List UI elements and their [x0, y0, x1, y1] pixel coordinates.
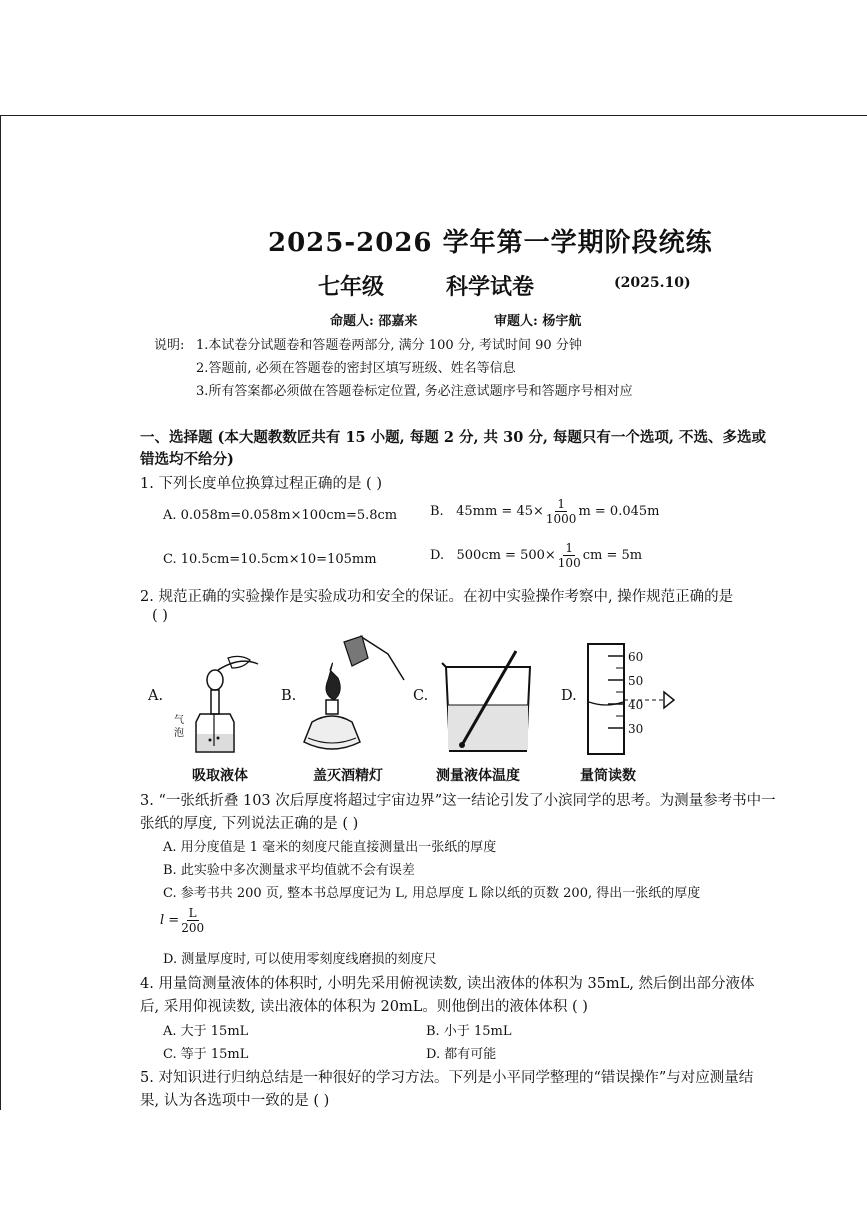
cylinder-tick-40: 40 — [628, 698, 644, 712]
author-line: 命题人: 邵嘉来 — [330, 314, 418, 329]
cylinder-tick-30: 30 — [628, 722, 644, 736]
fraction: $\frac{1}{100}$ — [557, 541, 581, 570]
q3-formula: l = $\frac{L}{200}$ — [160, 906, 205, 935]
q3-option-c: C. 参考书共 200 页, 整本书总厚度记为 L, 用总厚度 L 除以纸的页数 200, 得出一张纸的厚度 — [163, 886, 701, 901]
q2-stem: 2. 规范正确的实验操作是实验成功和安全的保证。在初中实验操作考察中, 操作规范正确的是 — [140, 589, 734, 605]
fraction: $\frac{1}{1000}$ — [545, 497, 577, 526]
q4-option-a: A. 大于 15mL — [163, 1024, 249, 1039]
beaker-thermometer-illustration — [438, 645, 538, 755]
subject-label: 科学试卷 — [446, 274, 535, 300]
caption-b: 盖灭酒精灯 — [313, 768, 383, 784]
note-item-3: 3.所有答案都必须做在答题卷标定位置, 务必注意试题序号和答题序号相对应 — [196, 384, 633, 399]
dropper-illustration — [170, 650, 262, 758]
q2-label-d: D. — [561, 688, 577, 704]
reviewer-line: 审题人: 杨宇航 — [494, 314, 582, 329]
q2-label-b: B. — [281, 688, 297, 704]
q4-option-b: B. 小于 15mL — [426, 1024, 512, 1039]
q1-option-b: B. 45mm = 45× $\frac{1}{1000}$ m = 0.045m — [430, 497, 660, 526]
cylinder-tick-60: 60 — [628, 650, 644, 664]
exam-title: 2025-2026 学年第一学期阶段统练 — [268, 228, 713, 258]
q3-option-a: A. 用分度值是 1 毫米的刻度尺能直接测量出一张纸的厚度 — [163, 840, 497, 855]
q3-option-d: D. 测量厚度时, 可以使用零刻度线磨损的刻度尺 — [163, 952, 437, 967]
note-item-1: 1.本试卷分试题卷和答题卷两部分, 满分 100 分, 考试时间 90 分钟 — [196, 338, 582, 353]
bubble-label-2: 泡 — [174, 728, 184, 739]
q5-stem-cont: 果, 认为各选项中一致的是 ( ) — [140, 1093, 330, 1109]
q3-option-b: B. 此实验中多次测量求平均值就不会有误差 — [163, 863, 415, 878]
caption-c: 测量液体温度 — [436, 768, 520, 784]
caption-d: 量筒读数 — [580, 768, 636, 784]
q2-stem-cont: ( ) — [152, 608, 168, 624]
section-heading: 一、选择题 (本大题教数匠共有 15 小题, 每题 2 分, 共 30 分, 每题只有一个选项, 不选、多选或 — [140, 429, 767, 446]
bubble-label: 气 — [174, 715, 184, 726]
q1-option-a: A. 0.058m=0.058m×100cm=5.8cm — [163, 508, 398, 523]
grade-label: 七年级 — [318, 274, 385, 300]
note-item-2: 2.答题前, 必须在答题卷的密封区填写班级、姓名等信息 — [196, 361, 516, 376]
q1-option-d: D. 500cm = 500× $\frac{1}{100}$ cm = 5m — [430, 541, 643, 570]
q4-stem-cont: 后, 采用仰视读数, 读出液体的体积为 20mL。则他倒出的液体体积 ( ) — [140, 999, 588, 1015]
section-heading-cont: 错选均不给分) — [140, 451, 234, 468]
q2-label-a: A. — [148, 688, 164, 704]
exam-date: (2025.10) — [614, 275, 691, 291]
notes-label: 说明: — [154, 338, 185, 353]
q1-option-c: C. 10.5cm=10.5cm×10=105mm — [163, 552, 377, 567]
caption-a: 吸取液体 — [192, 768, 248, 784]
q2-label-c: C. — [413, 688, 429, 704]
q3-stem-cont: 张纸的厚度, 下列说法正确的是 ( ) — [140, 816, 359, 832]
q3-stem: 3. “一张纸折叠 103 次后厚度将超过宇宙边界”这一结论引发了小滨同学的思考。为测量参考书中一 — [140, 793, 776, 809]
cylinder-tick-50: 50 — [628, 674, 644, 688]
q4-option-c: C. 等于 15mL — [163, 1047, 249, 1062]
alcohol-lamp-illustration — [300, 630, 410, 758]
q5-stem: 5. 对知识进行归纳总结是一种很好的学习方法。下列是小平同学整理的“错误操作”与对应测量结 — [140, 1070, 754, 1086]
q4-option-d: D. 都有可能 — [426, 1047, 497, 1062]
q4-stem: 4. 用量筒测量液体的体积时, 小明先采用俯视读数, 读出液体的体积为 35mL, 然后倒出部分液体 — [140, 976, 755, 992]
q1-stem: 1. 下列长度单位换算过程正确的是 ( ) — [140, 476, 382, 492]
